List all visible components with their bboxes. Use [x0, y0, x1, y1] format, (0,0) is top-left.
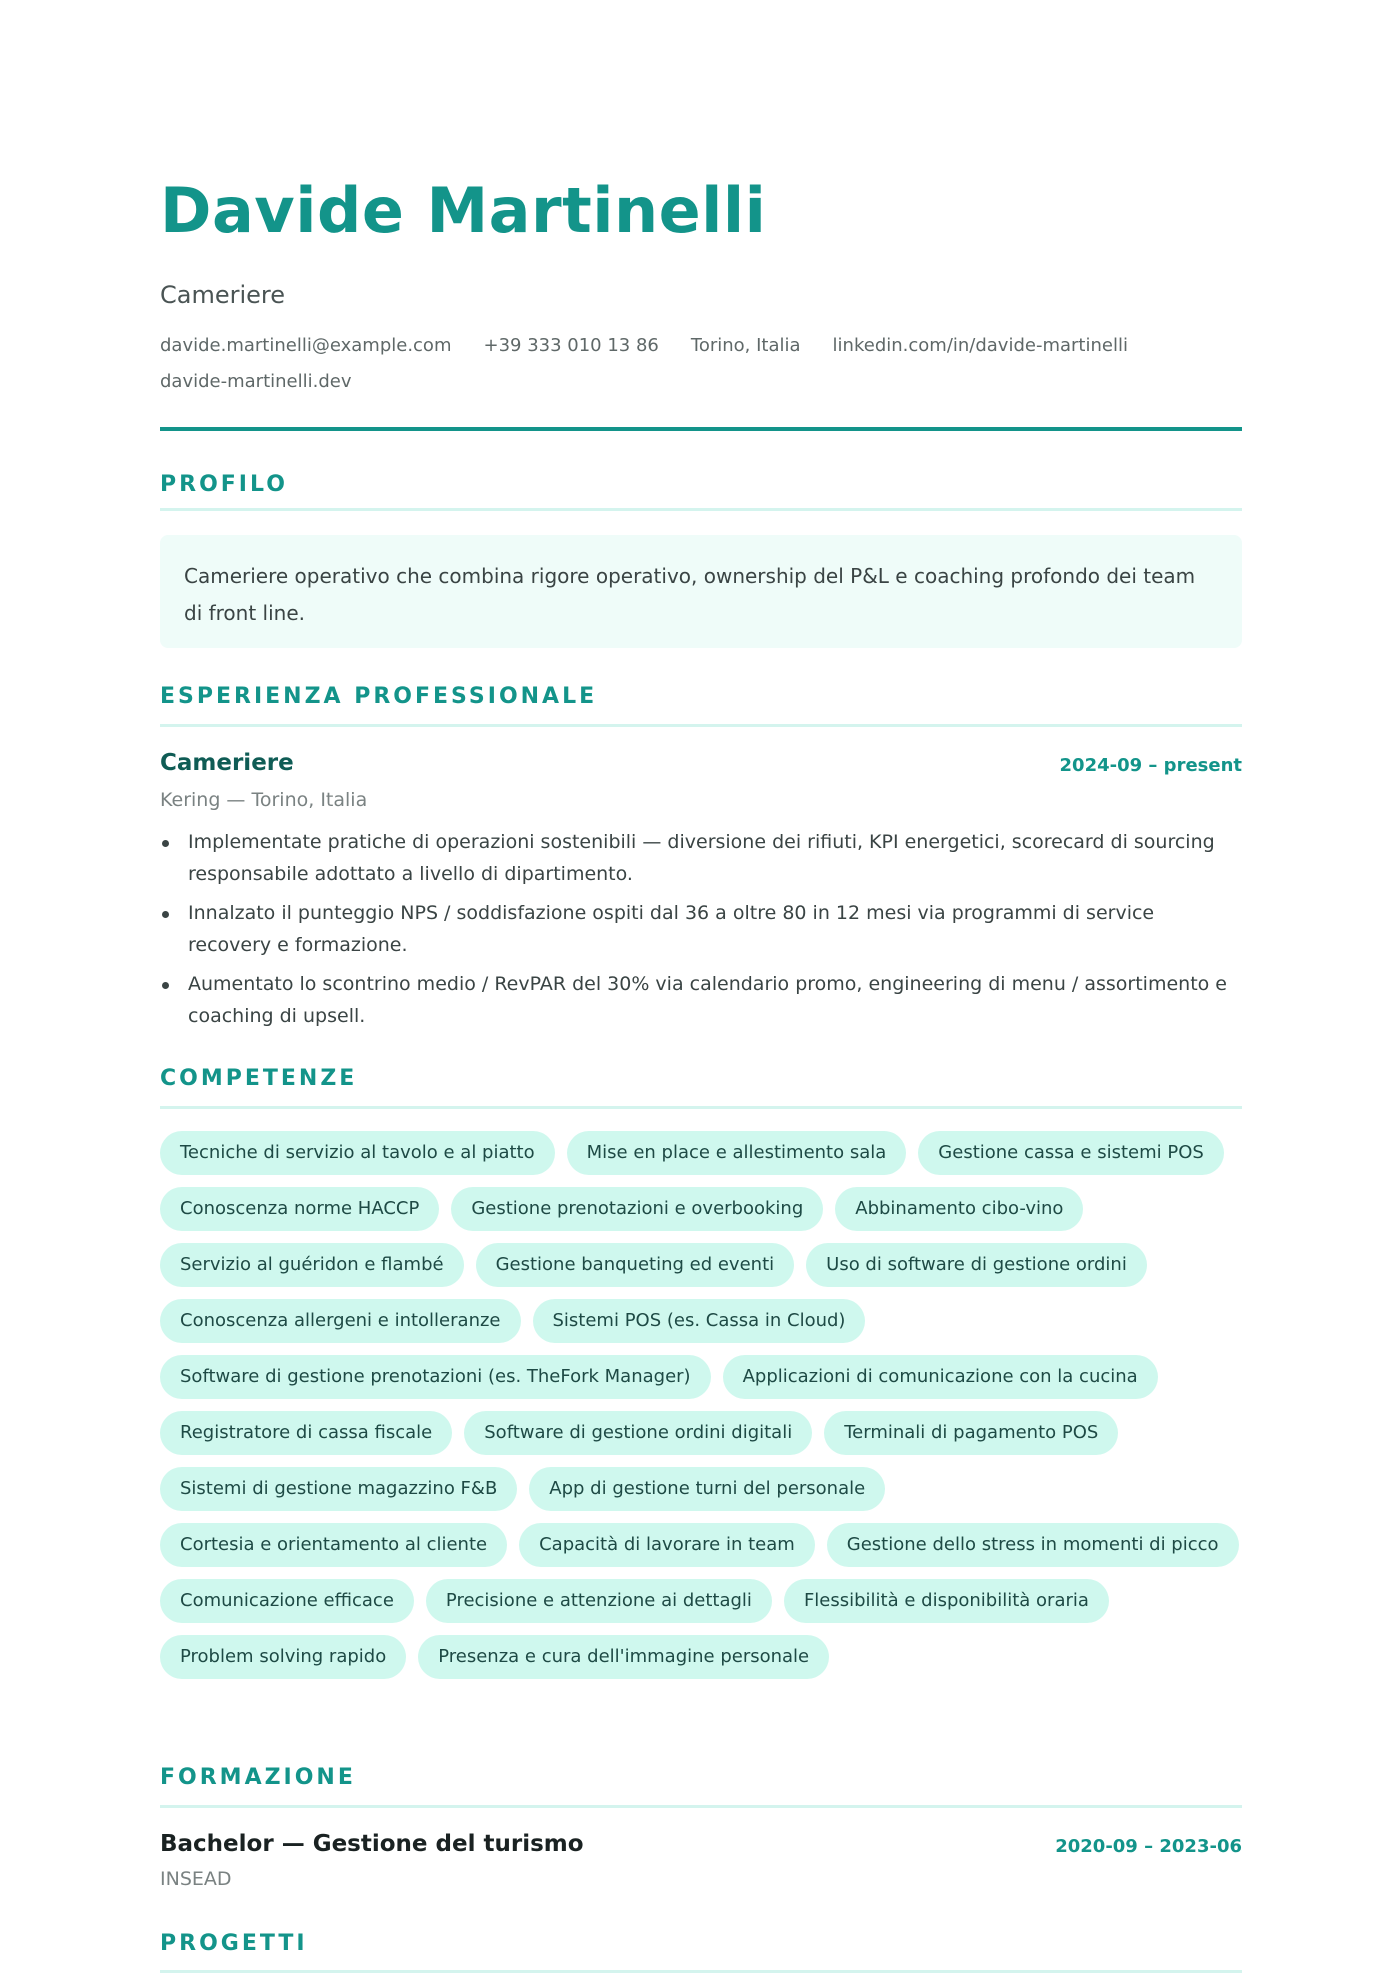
skill-chip: Gestione banqueting ed eventi	[476, 1243, 795, 1287]
skill-chip: Registratore di cassa fiscale	[160, 1411, 452, 1455]
section-title-skills: COMPETENZE	[160, 1066, 358, 1091]
skill-chip: Conoscenza allergeni e intolleranze	[160, 1299, 521, 1343]
skill-chip: Servizio al guéridon e flambé	[160, 1243, 464, 1287]
section-divider-profile	[160, 508, 1242, 511]
candidate-name: Davide Martinelli	[160, 174, 767, 247]
section-divider-projects	[160, 1970, 1242, 1973]
skill-chip: Problem solving rapido	[160, 1635, 406, 1679]
contact-linkedin[interactable]: linkedin.com/in/davide-martinelli	[832, 335, 1128, 356]
skill-chip: Gestione cassa e sistemi POS	[918, 1131, 1224, 1175]
skill-chip: Capacità di lavorare in team	[519, 1523, 815, 1567]
section-title-profile: PROFILO	[160, 472, 288, 497]
skill-chip: Terminali di pagamento POS	[824, 1411, 1118, 1455]
contact-phone[interactable]: +39 333 010 13 86	[483, 335, 659, 356]
section-title-education: FORMAZIONE	[160, 1765, 356, 1790]
section-title-experience: ESPERIENZA PROFESSIONALE	[160, 684, 598, 709]
contact-website[interactable]: davide-martinelli.dev	[160, 371, 352, 392]
skill-chip: Flessibilità e disponibilità oraria	[784, 1579, 1109, 1623]
section-title-projects: PROGETTI	[160, 1931, 308, 1956]
skill-chip: Presenza e cura dell'immagine personale	[418, 1635, 829, 1679]
profile-summary: Cameriere operativo che combina rigore operativo, ownership del P&L e coaching profondo dei team di front line.	[160, 535, 1242, 648]
education-dates: 2020-09 – 2023-06	[1055, 1836, 1242, 1857]
skill-chip: Software di gestione ordini digitali	[464, 1411, 812, 1455]
skill-chip: Comunicazione efficace	[160, 1579, 414, 1623]
section-divider-education	[160, 1805, 1242, 1808]
skill-chip: Uso di software di gestione ordini	[806, 1243, 1147, 1287]
section-divider-skills	[160, 1106, 1242, 1109]
contact-list	[160, 335, 1242, 393]
skill-chip: Conoscenza norme HACCP	[160, 1187, 439, 1231]
skill-chip: Software di gestione prenotazioni (es. TheFork Manager)	[160, 1355, 711, 1399]
skill-chip: Sistemi di gestione magazzino F&B	[160, 1467, 517, 1511]
section-divider-experience	[160, 724, 1242, 727]
job-bullet: Aumentato lo scontrino medio / RevPAR del 30% via calendario promo, engineering di menu / assortimento e coaching di upsell.	[160, 968, 1242, 1032]
skill-chip-list	[160, 1131, 1242, 1679]
header-divider	[160, 427, 1242, 431]
skill-chip: Abbinamento cibo-vino	[835, 1187, 1083, 1231]
job-dates: 2024-09 – present	[1059, 755, 1242, 776]
job-bullet: Innalzato il punteggio NPS / soddisfazione ospiti dal 36 a oltre 80 in 12 mesi via programmi di service recovery e formazione.	[160, 897, 1242, 961]
job-bullet: Implementate pratiche di operazioni sostenibili — diversione dei rifiuti, KPI energetici, scorecard di sourcing responsabile adottato a livello di dipartimento.	[160, 826, 1242, 890]
contact-location: Torino, Italia	[690, 335, 801, 356]
job-role: Cameriere	[160, 750, 294, 776]
skill-chip: Gestione prenotazioni e overbooking	[451, 1187, 823, 1231]
skill-chip: Precisione e attenzione ai dettagli	[426, 1579, 772, 1623]
education-school: INSEAD	[160, 1868, 232, 1890]
skill-chip: Applicazioni di comunicazione con la cucina	[723, 1355, 1158, 1399]
contact-email[interactable]: davide.martinelli@example.com	[160, 335, 452, 356]
education-degree: Bachelor — Gestione del turismo	[160, 1831, 584, 1857]
skill-chip: Tecniche di servizio al tavolo e al piatto	[160, 1131, 555, 1175]
skill-chip: App di gestione turni del personale	[529, 1467, 885, 1511]
skill-chip: Mise en place e allestimento sala	[567, 1131, 907, 1175]
skill-chip: Gestione dello stress in momenti di picco	[827, 1523, 1239, 1567]
skill-chip: Sistemi POS (es. Cassa in Cloud)	[533, 1299, 866, 1343]
candidate-role: Cameriere	[160, 281, 286, 309]
job-bullet-list	[160, 826, 1242, 1039]
skill-chip: Cortesia e orientamento al cliente	[160, 1523, 507, 1567]
job-company: Kering — Torino, Italia	[160, 789, 368, 811]
